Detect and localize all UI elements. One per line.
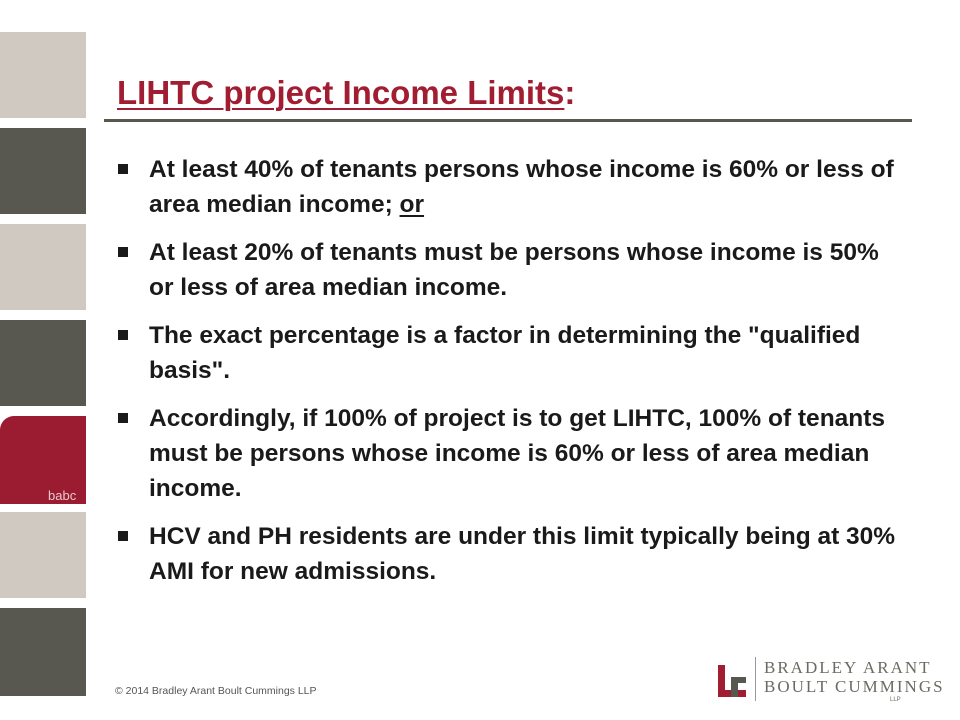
logo-line-1: BRADLEY ARANT: [764, 658, 932, 677]
bullet-text: Accordingly, if 100% of project is to get LIHTC, 100% of tenants must be persons whose income is 60% or less of area median income.: [149, 405, 886, 502]
slide-title: [117, 74, 575, 112]
footer-copyright: © 2014 Bradley Arant Boult Cummings LLP: [115, 685, 317, 697]
bullet-item: [116, 318, 896, 388]
bullet-item: [116, 235, 896, 305]
bullet-text: HCV and PH residents are under this limit typically being at 30% AMI for new admissions.: [149, 523, 896, 585]
bullet-item: [116, 152, 896, 222]
logo-line-2: BOULT CUMMINGS: [764, 677, 945, 696]
logo-divider: [755, 657, 756, 701]
sidebar-tag: babc: [48, 488, 77, 503]
title-divider: [104, 119, 912, 122]
sidebar-block-light: [0, 512, 86, 598]
sidebar-block-dark: [0, 128, 86, 214]
company-logo: [718, 655, 945, 705]
bullet-text: or: [399, 191, 425, 218]
logo-wordmark: [764, 658, 945, 696]
bullet-item: [116, 519, 896, 589]
bullet-text: At least 20% of tenants must be persons whose income is 50% or less of area median income.: [149, 239, 879, 301]
slide-title-suffix: :: [564, 74, 576, 111]
bullet-square-icon: [118, 330, 128, 340]
sidebar-block-light: [0, 32, 86, 118]
bullet-square-icon: [118, 531, 128, 541]
sidebar-block-dark: [0, 320, 86, 406]
bullet-text: At least 40% of tenants persons whose income is 60% or less of area median income;: [149, 156, 894, 218]
sidebar-block-light: [0, 224, 86, 310]
logo-mark-icon: [718, 659, 748, 699]
bullet-square-icon: [118, 164, 128, 174]
slide-title-main: LIHTC project Income Limits: [117, 74, 565, 111]
bullet-square-icon: [118, 247, 128, 257]
bullet-text: The exact percentage is a factor in determining the "qualified basis".: [149, 322, 861, 384]
bullet-list: [116, 152, 896, 602]
bullet-item: [116, 401, 896, 506]
sidebar-block-dark: [0, 608, 86, 696]
bullet-square-icon: [118, 413, 128, 423]
logo-llp: LLP: [890, 697, 901, 703]
